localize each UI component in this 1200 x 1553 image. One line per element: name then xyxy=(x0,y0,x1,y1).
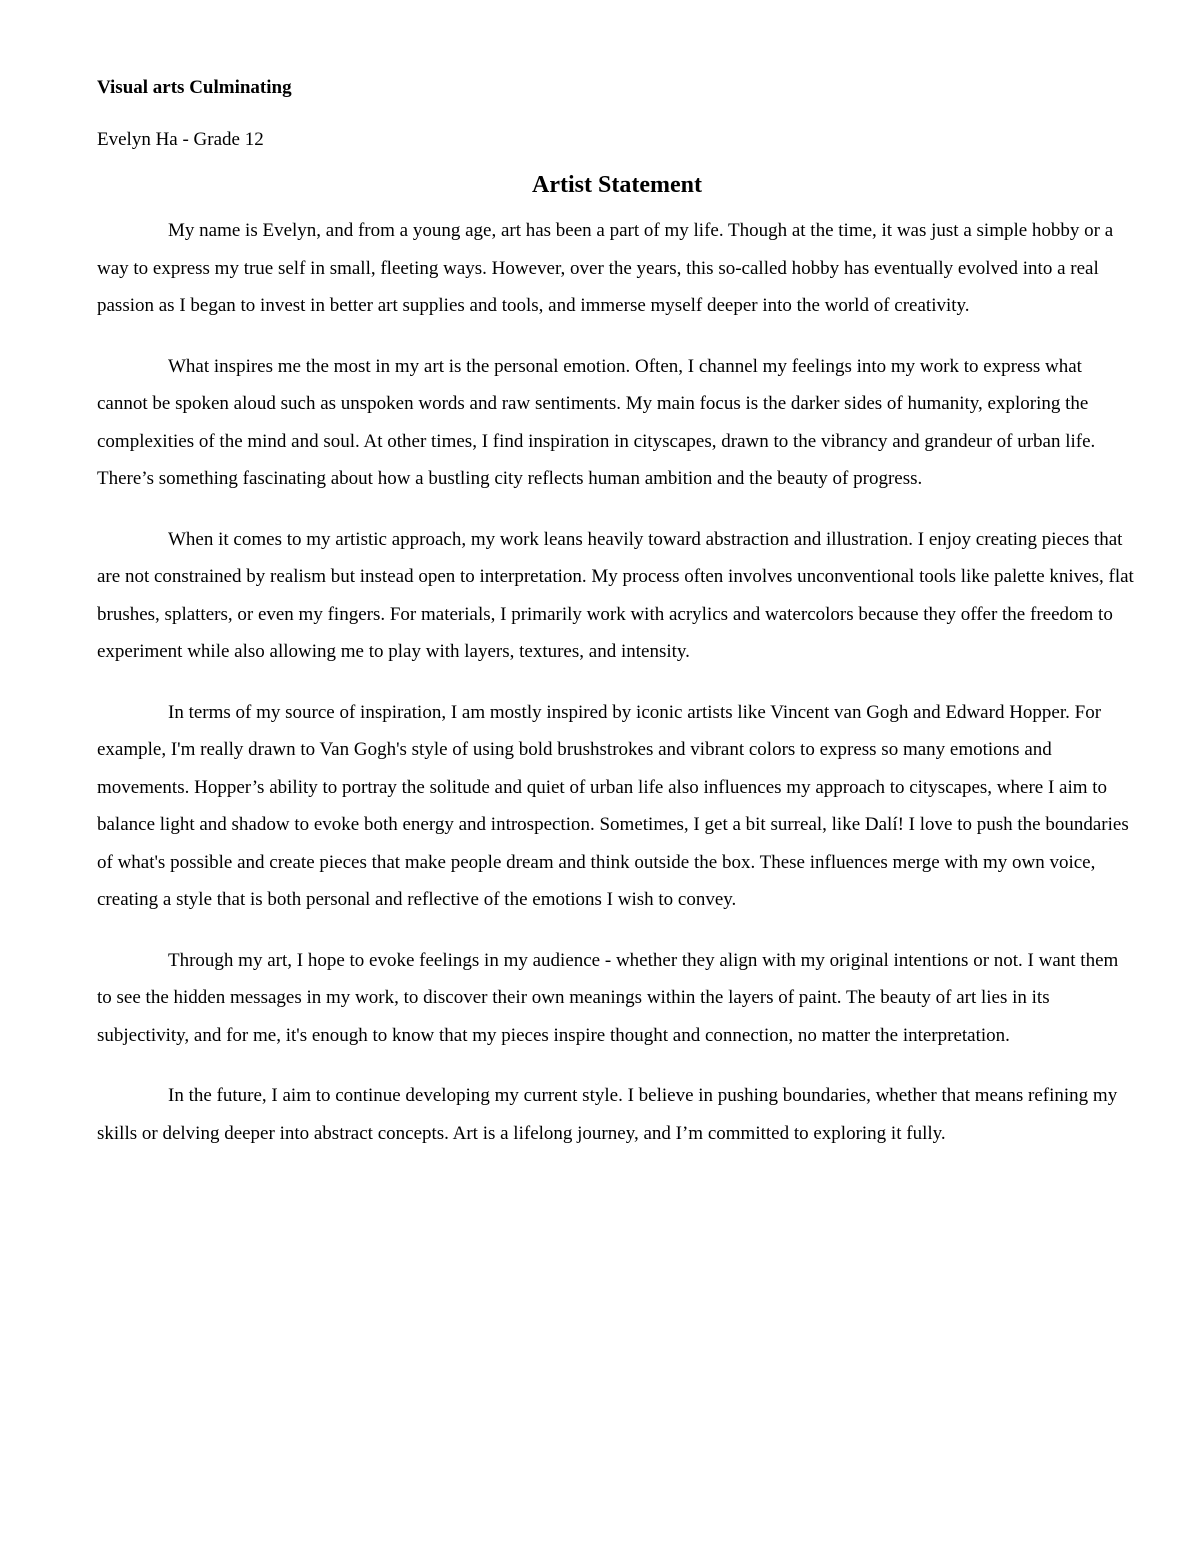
document-heading: Visual arts Culminating xyxy=(97,77,292,98)
paragraph-influences: In terms of my source of inspiration, I am mostly inspired by iconic artists like Vincent van Gogh and Edward Hopper. For example, I'm really drawn to Van Gogh's style of using bold brushstrokes and vibrant colors to express so many emotions and movements. Hopper’s ability to portray the solitude and quiet of urban life also influences my approach to cityscapes, where I aim to balance light and shadow to evoke both energy and introspection. Sometimes, I get a bit surreal, like Dalí! I love to push the boundaries of what's possible and create pieces that make people dream and think outside the box. These influences merge with my own voice, creating a style that is both personal and reflective of the emotions I wish to convey. xyxy=(97,701,1129,910)
paragraph-inspiration: What inspires me the most in my art is the personal emotion. Often, I channel my feelings into my work to express what cannot be spoken aloud such as unspoken words and raw sentiments. My main focus is the darker sides of humanity, exploring the complexities of the mind and soul. At other times, I find inspiration in cityscapes, drawn to the vibrancy and grandeur of urban life. There’s something fascinating about how a bustling city reflects human ambition and the beauty of progress. xyxy=(97,355,1096,489)
document-page xyxy=(97,74,1137,1152)
paragraph-approach: When it comes to my artistic approach, my work leans heavily toward abstraction and illustration. I enjoy creating pieces that are not constrained by realism but instead open to interpretation. My process often involves unconventional tools like palette knives, flat brushes, splatters, or even my fingers. For materials, I primarily work with acrylics and watercolors because they offer the freedom to experiment while also allowing me to play with layers, textures, and intensity. xyxy=(97,528,1134,662)
author-line: Evelyn Ha - Grade 12 xyxy=(97,129,264,150)
paragraph-audience: Through my art, I hope to evoke feelings in my audience - whether they align with my original intentions or not. I want them to see the hidden messages in my work, to discover their own meanings within the layers of paint. The beauty of art lies in its subjectivity, and for me, it's enough to know that my pieces inspire thought and connection, no matter the interpretation. xyxy=(97,949,1119,1046)
paragraph-future: In the future, I aim to continue developing my current style. I believe in pushing boundaries, whether that means refining my skills or delving deeper into abstract concepts. Art is a lifelong journey, and I’m committed to exploring it fully. xyxy=(97,1085,1118,1144)
paragraph-intro: My name is Evelyn, and from a young age, art has been a part of my life. Though at the time, it was just a simple hobby or a way to express my true self in small, fleeting ways. However, over the years, this so-called hobby has eventually evolved into a real passion as I began to invest in better art supplies and tools, and immerse myself deeper into the world of creativity. xyxy=(97,220,1114,316)
page-title: Artist Statement xyxy=(532,172,702,198)
